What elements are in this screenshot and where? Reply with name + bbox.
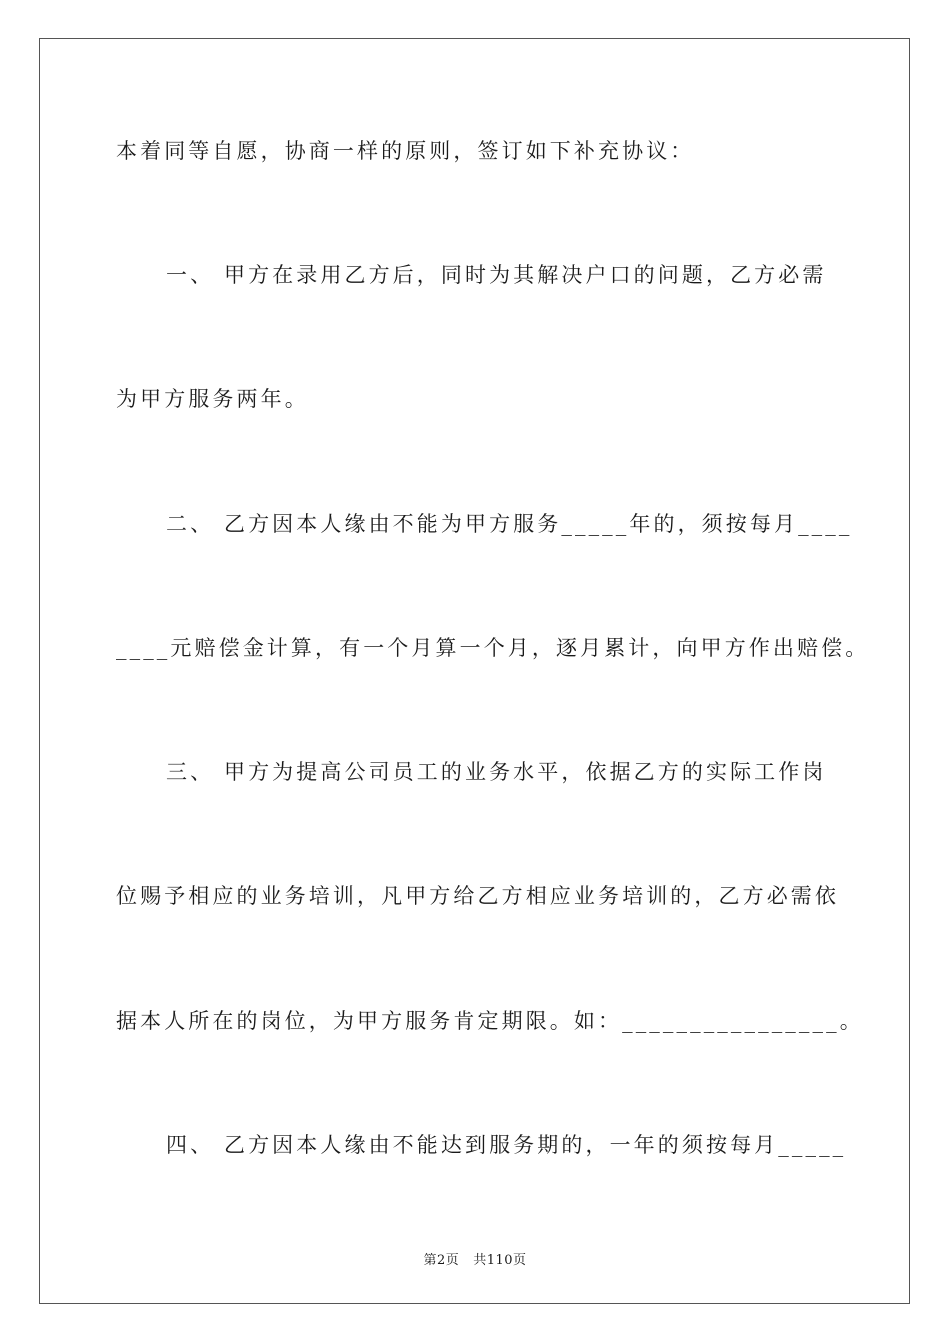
clause-3-line-3: 据本人所在的岗位，为甲方服务肯定期限。如：________________。 [116,1009,864,1033]
clause-4-line-1: 四、 乙方因本人缘由不能达到服务期的，一年的须按每月_____ [166,1133,847,1157]
clause-2-line-1: 二、 乙方因本人缘由不能为甲方服务_____年的，须按每月____ [166,512,853,536]
clause-1-line-1: 一、 甲方在录用乙方后，同时为其解决户口的问题，乙方必需 [166,263,827,287]
clause-1-line-2: 为甲方服务两年。 [116,387,309,411]
clause-2-line-2: ____元赔偿金计算，有一个月算一个月，逐月累计，向甲方作出赔偿。 [116,636,870,660]
page-number-current: 第2页 [423,1253,460,1268]
page-frame [39,38,910,1304]
clause-3-line-1: 三、 甲方为提高公司员工的业务水平，依据乙方的实际工作岗 [166,760,827,784]
page-footer [0,1249,950,1268]
clause-3-line-2: 位赐予相应的业务培训，凡甲方给乙方相应业务培训的，乙方必需依 [116,884,839,908]
agreement-intro-line: 本着同等自愿，协商一样的原则，签订如下补充协议： [116,139,695,163]
page-number-total: 共110页 [473,1253,527,1268]
